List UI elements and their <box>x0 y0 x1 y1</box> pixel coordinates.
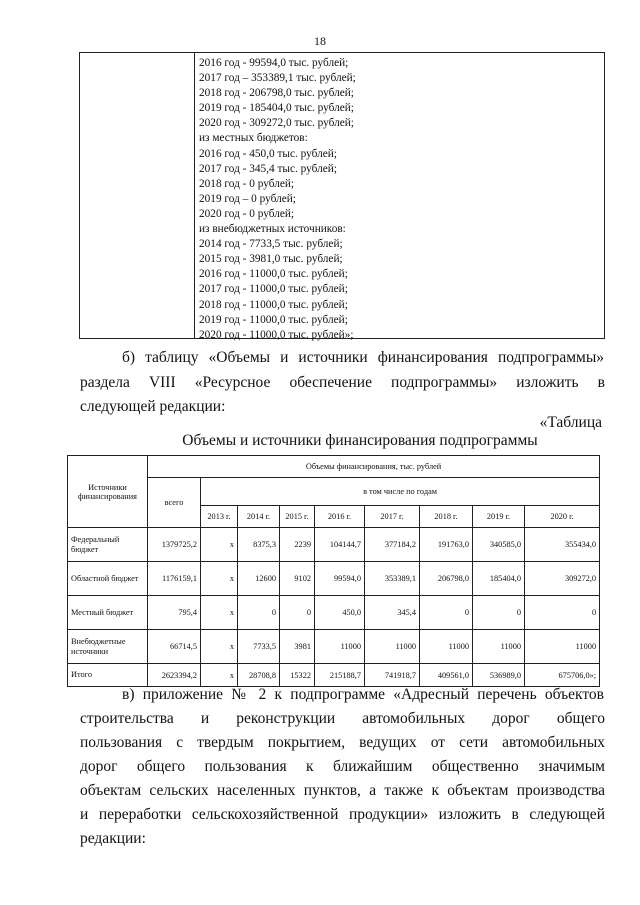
header-year: 2015 г. <box>280 506 315 528</box>
page-number: 18 <box>314 34 326 48</box>
table-row <box>68 528 600 562</box>
funding-line: 2014 год - 7733,5 тыс. рублей; <box>199 238 343 251</box>
header-year: 2018 г. <box>420 506 473 528</box>
funding-line: 2020 год - 309272,0 тыс. рублей; <box>199 117 354 130</box>
paragraph-b-line: б) таблицу «Объемы и источники финансирования подпрограммы» <box>122 349 604 366</box>
cell: 104144,7 <box>315 528 365 562</box>
cell: 185404,0 <box>473 562 525 596</box>
cell: 99594,0 <box>315 562 365 596</box>
paragraph-b-line: следующей редакции: <box>80 398 226 415</box>
cell: 11000 <box>473 630 525 664</box>
funding-line: 2016 год - 11000,0 тыс. рублей; <box>199 268 348 281</box>
funding-line: 2018 год - 0 рублей; <box>199 177 295 190</box>
cell: х <box>201 664 238 687</box>
cell: 3981 <box>280 630 315 664</box>
funding-line: 2019 год – 0 рублей; <box>199 192 296 205</box>
table-row <box>68 596 600 630</box>
cell: 675706,0»; <box>525 664 600 687</box>
header-year: 2020 г. <box>525 506 600 528</box>
header-year: 2014 г. <box>238 506 280 528</box>
cell: 0 <box>473 596 525 630</box>
table-row <box>68 630 600 664</box>
paragraph-c-line: строительства и реконструкции автомобильных дорог общего <box>80 710 605 727</box>
funding-line: 2019 год - 11000,0 тыс. рублей; <box>199 313 348 326</box>
paragraph-c-line: объектам сельских населенных пунктов, а также к объектам производства <box>80 782 605 799</box>
cell: 450,0 <box>315 596 365 630</box>
paragraph-c-line: редакции: <box>80 830 146 847</box>
cell: 206798,0 <box>420 562 473 596</box>
funding-line: из внебюджетных источников: <box>199 223 346 236</box>
table-column-divider <box>194 53 195 338</box>
cell: 741918,7 <box>365 664 420 687</box>
funding-lines <box>199 56 356 343</box>
paragraph-c-line: и переработки сельскохозяйственной продукции» изложить в следующей <box>80 806 605 823</box>
cell: 0 <box>280 596 315 630</box>
cell-total: 1379725,2 <box>148 528 201 562</box>
header-year: 2017 г. <box>365 506 420 528</box>
funding-line: 2017 год - 345,4 тыс. рублей; <box>199 162 337 175</box>
row-label: Внебюджетные источники <box>68 630 148 664</box>
header-year: 2013 г. <box>201 506 238 528</box>
funding-line: 2017 год – 353389,1 тыс. рублей; <box>199 72 356 85</box>
financing-table <box>67 455 600 687</box>
paragraph-c-line: в) приложение № 2 к подпрограмме «Адресный перечень объектов <box>122 686 604 703</box>
row-label: Областной бюджет <box>68 562 148 596</box>
paragraph-c-line: пользования с твердым покрытием, ведущих от сети автомобильных <box>80 734 605 751</box>
cell: 11000 <box>315 630 365 664</box>
header-by-years: в том числе по годам <box>201 478 600 506</box>
cell: 377184,2 <box>365 528 420 562</box>
header-total: всего <box>148 478 201 528</box>
cell: 15322 <box>280 664 315 687</box>
cell: 309272,0 <box>525 562 600 596</box>
funding-line: 2019 год - 185404,0 тыс. рублей; <box>199 102 354 115</box>
cell: 215188,7 <box>315 664 365 687</box>
funding-line: 2020 год - 11000,0 тыс. рублей»; <box>199 328 354 341</box>
paragraph-b-line: раздела VIII «Ресурсное обеспечение подпрограммы» изложить в <box>80 374 605 391</box>
funding-line: из местных бюджетов: <box>199 132 308 145</box>
cell: 0 <box>420 596 473 630</box>
cell-total: 795,4 <box>148 596 201 630</box>
header-year: 2016 г. <box>315 506 365 528</box>
cell: 345,4 <box>365 596 420 630</box>
cell: х <box>201 630 238 664</box>
cell: 11000 <box>365 630 420 664</box>
cell: 409561,0 <box>420 664 473 687</box>
table-label: «Таблица <box>539 414 602 431</box>
cell: х <box>201 528 238 562</box>
cell: 11000 <box>420 630 473 664</box>
funding-line: 2020 год - 0 рублей; <box>199 207 295 220</box>
cell: х <box>201 596 238 630</box>
table-row <box>68 562 600 596</box>
cell: 7733,5 <box>238 630 280 664</box>
cell-total: 1176159,1 <box>148 562 201 596</box>
cell: 340585,0 <box>473 528 525 562</box>
header-volumes: Объемы финансирования, тыс. рублей <box>148 456 600 478</box>
cell-total: 66714,5 <box>148 630 201 664</box>
cell: 353389,1 <box>365 562 420 596</box>
funding-line: 2018 год - 206798,0 тыс. рублей; <box>199 87 354 100</box>
cell: 536989,0 <box>473 664 525 687</box>
row-label: Местный бюджет <box>68 596 148 630</box>
row-label: Итого <box>68 664 148 687</box>
cell: 9102 <box>280 562 315 596</box>
cell: 11000 <box>525 630 600 664</box>
cell: 28708,8 <box>238 664 280 687</box>
funding-line: 2015 год - 3981,0 тыс. рублей; <box>199 253 343 266</box>
table-title: Объемы и источники финансирования подпрограммы <box>182 432 538 449</box>
cell: 355434,0 <box>525 528 600 562</box>
funding-continuation-table <box>79 52 605 339</box>
cell: 0 <box>525 596 600 630</box>
cell: 12600 <box>238 562 280 596</box>
funding-line: 2016 год - 450,0 тыс. рублей; <box>199 147 337 160</box>
cell: х <box>201 562 238 596</box>
cell: 8375,3 <box>238 528 280 562</box>
cell: 191763,0 <box>420 528 473 562</box>
header-source: Источники финансирования <box>68 456 148 528</box>
funding-line: 2016 год - 99594,0 тыс. рублей; <box>199 57 349 69</box>
row-label: Федеральный бюджет <box>68 528 148 562</box>
cell-total: 2623394,2 <box>148 664 201 687</box>
funding-line: 2017 год - 11000,0 тыс. рублей; <box>199 283 348 296</box>
cell: 0 <box>238 596 280 630</box>
cell: 2239 <box>280 528 315 562</box>
funding-line: 2018 год - 11000,0 тыс. рублей; <box>199 298 348 311</box>
paragraph-c-line: дорог общего пользования к ближайшим общественно значимым <box>80 758 605 775</box>
header-year: 2019 г. <box>473 506 525 528</box>
